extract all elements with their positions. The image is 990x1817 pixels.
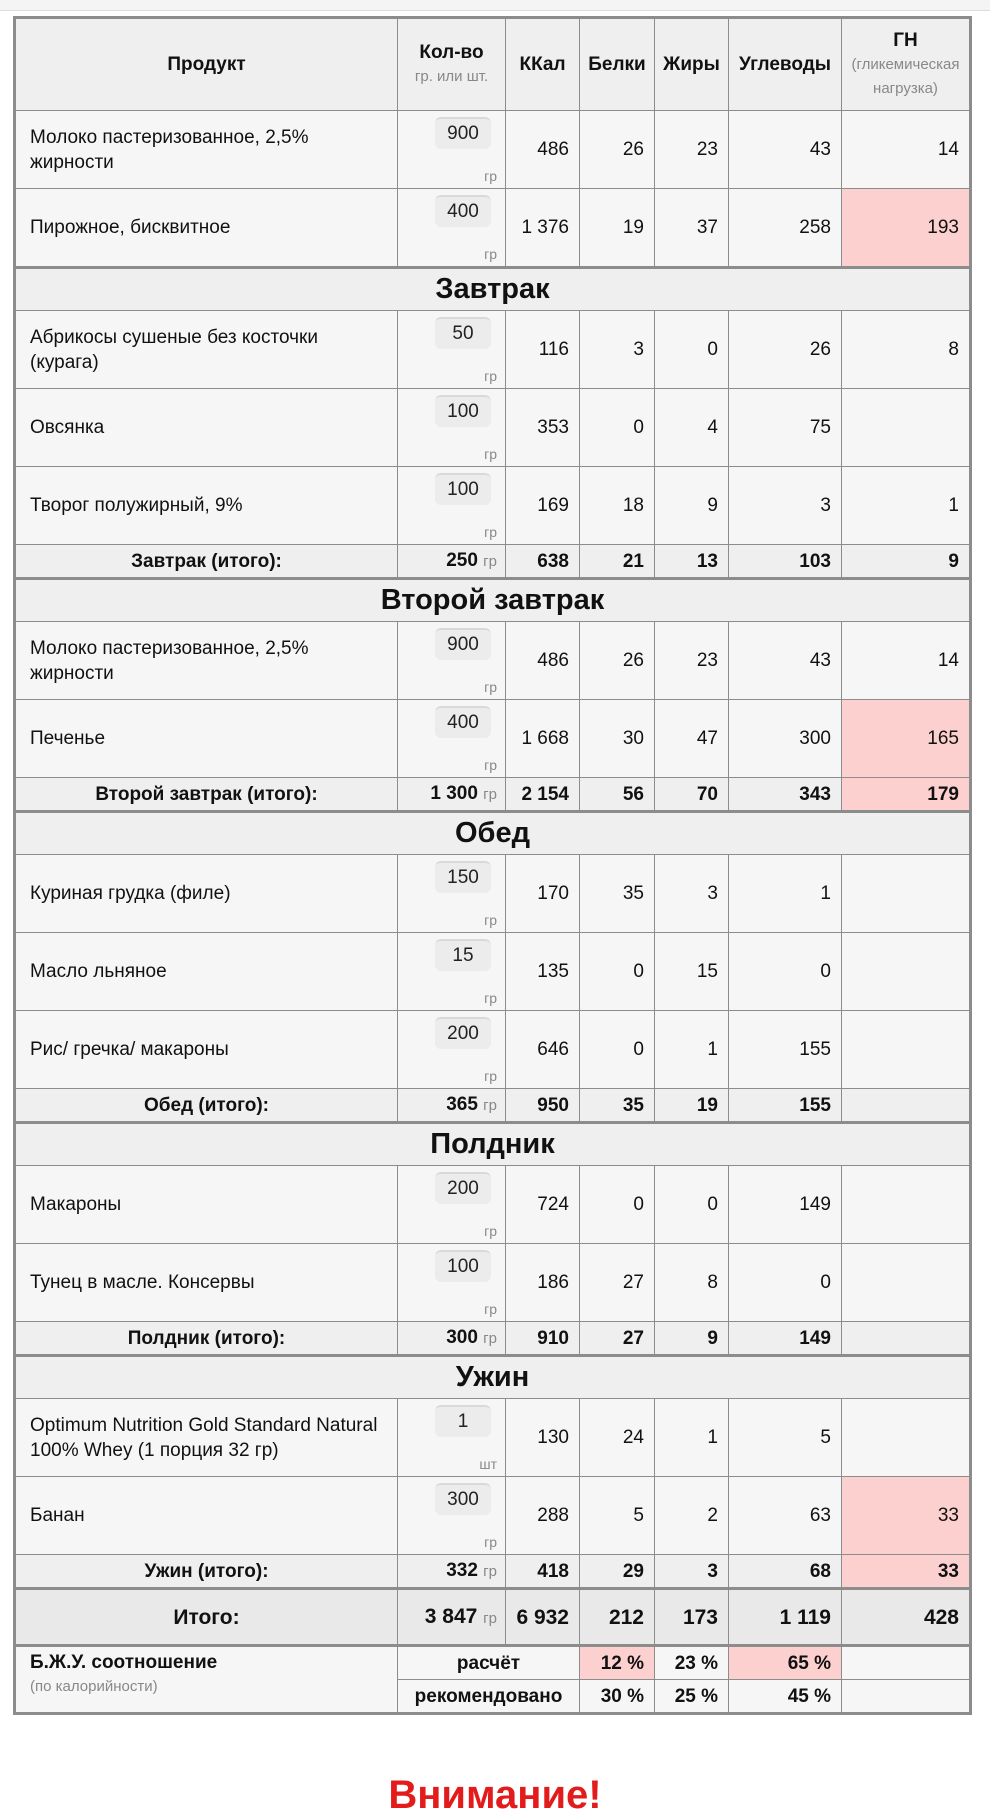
header-row [15,18,971,111]
fat-value: 0 [655,1166,729,1244]
quantity-cell [398,700,506,778]
product-row [15,855,971,933]
carbs-value: 0 [729,933,842,1011]
quantity-cell [398,1011,506,1089]
gl-value [842,1166,971,1244]
total-label: Завтрак (итого): [15,545,398,579]
total-protein: 29 [580,1555,655,1589]
fat-value: 15 [655,933,729,1011]
protein-value: 26 [580,622,655,700]
total-protein: 21 [580,545,655,579]
quantity-unit: гр [484,368,497,384]
total-label: Ужин (итого): [15,1555,398,1589]
product-row [15,389,971,467]
total-quantity [398,778,506,812]
meal-total-row [15,1555,971,1589]
fat-value: 4 [655,389,729,467]
product-row [15,311,971,389]
meal-title: Обед [15,812,971,855]
total-fat: 19 [655,1089,729,1123]
kcal-value: 486 [506,622,580,700]
total-protein: 35 [580,1089,655,1123]
col-header-fat: Жиры [655,18,729,111]
total-label: Полдник (итого): [15,1322,398,1356]
total-carbs: 343 [729,778,842,812]
quantity-input[interactable]: 1 [435,1405,491,1437]
total-label: Обед (итого): [15,1089,398,1123]
ratio-empty-cell [842,1646,971,1680]
kcal-value: 116 [506,311,580,389]
total-carbs: 68 [729,1555,842,1589]
quantity-input[interactable]: 200 [435,1172,491,1204]
gl-value: 14 [842,111,971,189]
quantity-unit: гр [484,757,497,773]
fat-value: 37 [655,189,729,268]
total-fat: 173 [655,1589,729,1646]
quantity-cell [398,1244,506,1322]
protein-value: 18 [580,467,655,545]
rec-fat-percent: 25 % [655,1680,729,1714]
product-row [15,933,971,1011]
gl-header-label: ГН [893,30,918,51]
fat-value: 9 [655,467,729,545]
carbs-value: 3 [729,467,842,545]
warning-heading: Внимание! [388,1773,602,1817]
quantity-input[interactable]: 400 [435,706,491,738]
total-quantity-unit: гр [483,553,497,570]
quantity-unit: гр [484,246,497,262]
gl-value: 1 [842,467,971,545]
meal-total-row [15,1322,971,1356]
product-name: Масло льняное [15,933,398,1011]
gl-value: 165 [842,700,971,778]
total-quantity-value: 1 300 [430,783,478,804]
product-row [15,1011,971,1089]
quantity-input[interactable]: 100 [435,1250,491,1282]
total-gl: 33 [842,1555,971,1589]
product-name: Творог полужирный, 9% [15,467,398,545]
ratio-recommended-label: рекомендовано [398,1680,580,1714]
quantity-unit: гр [484,1301,497,1317]
product-name: Optimum Nutrition Gold Standard Natural 100% Whey (1 порция 32 гр) [15,1399,398,1477]
total-quantity [398,1322,506,1356]
quantity-unit: гр [484,1068,497,1084]
meal-total-row [15,545,971,579]
total-fat: 70 [655,778,729,812]
meal-title: Ужин [15,1356,971,1399]
total-quantity [398,1555,506,1589]
total-quantity [398,1589,506,1646]
total-kcal: 2 154 [506,778,580,812]
quantity-unit: гр [484,912,497,928]
kcal-value: 646 [506,1011,580,1089]
total-protein: 212 [580,1589,655,1646]
total-gl [842,1322,971,1356]
protein-value: 30 [580,700,655,778]
total-carbs: 155 [729,1089,842,1123]
quantity-unit: гр [484,990,497,1006]
meal-section-header [15,579,971,622]
calc-protein-percent: 12 % [580,1646,655,1680]
product-name: Рис/ гречка/ макароны [15,1011,398,1089]
fat-value: 23 [655,622,729,700]
kcal-value: 724 [506,1166,580,1244]
kcal-value: 353 [506,389,580,467]
product-name: Пирожное, бисквитное [15,189,398,268]
quantity-input[interactable]: 200 [435,1017,491,1049]
quantity-cell [398,189,506,268]
total-quantity-value: 250 [446,550,478,571]
protein-value: 0 [580,1166,655,1244]
quantity-input[interactable]: 900 [435,117,491,149]
col-header-kcal: ККал [506,18,580,111]
quantity-cell [398,111,506,189]
kcal-value: 1 376 [506,189,580,268]
quantity-input[interactable]: 100 [435,473,491,505]
product-row [15,467,971,545]
quantity-cell [398,855,506,933]
quantity-unit: гр [484,446,497,462]
carbs-value: 300 [729,700,842,778]
meal-total-row [15,778,971,812]
total-quantity-value: 300 [446,1327,478,1348]
quantity-unit: гр [484,524,497,540]
protein-value: 26 [580,111,655,189]
ratio-subtitle: (по калорийности) [30,1678,158,1695]
quantity-input[interactable]: 400 [435,195,491,227]
quantity-unit: гр [484,168,497,184]
kcal-value: 486 [506,111,580,189]
meal-title: Второй завтрак [15,579,971,622]
quantity-input[interactable]: 100 [435,395,491,427]
quantity-input[interactable]: 50 [435,317,491,349]
carbs-value: 258 [729,189,842,268]
quantity-cell [398,467,506,545]
meal-title: Полдник [15,1123,971,1166]
protein-value: 0 [580,933,655,1011]
gl-header-sub: (гликемическая нагрузка) [851,56,960,97]
product-name: Тунец в масле. Консервы [15,1244,398,1322]
fat-value: 2 [655,1477,729,1555]
col-header-qty [398,18,506,111]
gl-value: 8 [842,311,971,389]
meal-section-header [15,812,971,855]
total-gl: 428 [842,1589,971,1646]
product-row [15,1244,971,1322]
product-name: Банан [15,1477,398,1555]
quantity-input[interactable]: 150 [435,861,491,893]
quantity-cell [398,311,506,389]
gl-value [842,389,971,467]
total-kcal: 638 [506,545,580,579]
product-name: Молоко пастеризованное, 2,5% жирности [15,622,398,700]
fat-value: 0 [655,311,729,389]
total-label: Второй завтрак (итого): [15,778,398,812]
col-header-carbs: Углеводы [729,18,842,111]
protein-value: 0 [580,1011,655,1089]
carbs-value: 5 [729,1399,842,1477]
protein-value: 19 [580,189,655,268]
product-row [15,700,971,778]
gl-value [842,1399,971,1477]
calc-fat-percent: 23 % [655,1646,729,1680]
total-quantity-unit: гр [483,1563,497,1580]
kcal-value: 186 [506,1244,580,1322]
col-header-product: Продукт [15,18,398,111]
quantity-input[interactable]: 15 [435,939,491,971]
kcal-value: 1 668 [506,700,580,778]
product-name: Печенье [15,700,398,778]
total-fat: 13 [655,545,729,579]
meal-section-header [15,1356,971,1399]
carbs-value: 43 [729,622,842,700]
rec-carbs-percent: 45 % [729,1680,842,1714]
col-header-protein: Белки [580,18,655,111]
quantity-unit: шт [479,1456,497,1472]
carbs-value: 155 [729,1011,842,1089]
total-gl [842,1089,971,1123]
quantity-cell [398,1166,506,1244]
protein-value: 0 [580,389,655,467]
kcal-value: 135 [506,933,580,1011]
total-fat: 9 [655,1322,729,1356]
fat-value: 8 [655,1244,729,1322]
gl-value: 193 [842,189,971,268]
product-row [15,1166,971,1244]
carbs-value: 0 [729,1244,842,1322]
total-kcal: 950 [506,1089,580,1123]
ratio-title: Б.Ж.У. соотношение [30,1652,218,1673]
total-quantity-unit: гр [483,786,497,803]
quantity-unit: гр [484,1534,497,1550]
protein-value: 24 [580,1399,655,1477]
product-row [15,1477,971,1555]
product-name: Куриная грудка (филе) [15,855,398,933]
kcal-value: 169 [506,467,580,545]
meal-title: Завтрак [15,268,971,311]
fat-value: 3 [655,855,729,933]
total-kcal: 418 [506,1555,580,1589]
fat-value: 1 [655,1399,729,1477]
product-name: Молоко пастеризованное, 2,5% жирности [15,111,398,189]
meal-section-header [15,1123,971,1166]
total-quantity-value: 365 [446,1094,478,1115]
quantity-input[interactable]: 300 [435,1483,491,1515]
total-quantity-value: 332 [446,1560,478,1581]
gl-value: 33 [842,1477,971,1555]
qty-header-label: Кол-во [419,42,484,63]
ratio-empty-cell [842,1680,971,1714]
quantity-cell [398,933,506,1011]
product-name: Абрикосы сушеные без косточки (курага) [15,311,398,389]
carbs-value: 75 [729,389,842,467]
total-protein: 27 [580,1322,655,1356]
protein-value: 5 [580,1477,655,1555]
carbs-value: 63 [729,1477,842,1555]
top-border [0,0,990,11]
quantity-unit: гр [484,1223,497,1239]
total-fat: 3 [655,1555,729,1589]
gl-value [842,933,971,1011]
gl-value: 14 [842,622,971,700]
carbs-value: 26 [729,311,842,389]
quantity-cell [398,1477,506,1555]
quantity-cell [398,622,506,700]
product-row [15,622,971,700]
product-row [15,189,971,268]
total-kcal: 910 [506,1322,580,1356]
ratio-calc-label: расчёт [398,1646,580,1680]
total-protein: 56 [580,778,655,812]
meal-total-row [15,1089,971,1123]
total-carbs: 1 119 [729,1589,842,1646]
total-carbs: 149 [729,1322,842,1356]
calc-carbs-percent: 65 % [729,1646,842,1680]
protein-value: 3 [580,311,655,389]
grand-total-row [15,1589,971,1646]
total-quantity [398,1089,506,1123]
total-quantity-unit: гр [483,1330,497,1347]
protein-value: 35 [580,855,655,933]
quantity-cell [398,389,506,467]
product-row [15,1399,971,1477]
product-row [15,111,971,189]
rec-protein-percent: 30 % [580,1680,655,1714]
gl-value [842,855,971,933]
fat-value: 23 [655,111,729,189]
total-quantity-unit: гр [483,1097,497,1114]
total-gl: 9 [842,545,971,579]
protein-value: 27 [580,1244,655,1322]
total-label: Итого: [15,1589,398,1646]
carbs-value: 1 [729,855,842,933]
total-kcal: 6 932 [506,1589,580,1646]
kcal-value: 288 [506,1477,580,1555]
total-quantity-unit: гр [483,1609,497,1627]
total-gl: 179 [842,778,971,812]
product-name: Овсянка [15,389,398,467]
quantity-unit: гр [484,679,497,695]
quantity-cell [398,1399,506,1477]
total-carbs: 103 [729,545,842,579]
kcal-value: 170 [506,855,580,933]
meal-section-header [15,268,971,311]
col-header-gl [842,18,971,111]
fat-value: 1 [655,1011,729,1089]
carbs-value: 149 [729,1166,842,1244]
total-quantity-value: 3 847 [424,1604,478,1628]
product-name: Макароны [15,1166,398,1244]
fat-value: 47 [655,700,729,778]
ratio-label [15,1646,398,1714]
diet-table [13,16,972,1715]
carbs-value: 43 [729,111,842,189]
kcal-value: 130 [506,1399,580,1477]
total-quantity [398,545,506,579]
gl-value [842,1011,971,1089]
quantity-input[interactable]: 900 [435,628,491,660]
ratio-calc-row [15,1646,971,1680]
qty-header-sub: гр. или шт. [414,68,489,85]
gl-value [842,1244,971,1322]
